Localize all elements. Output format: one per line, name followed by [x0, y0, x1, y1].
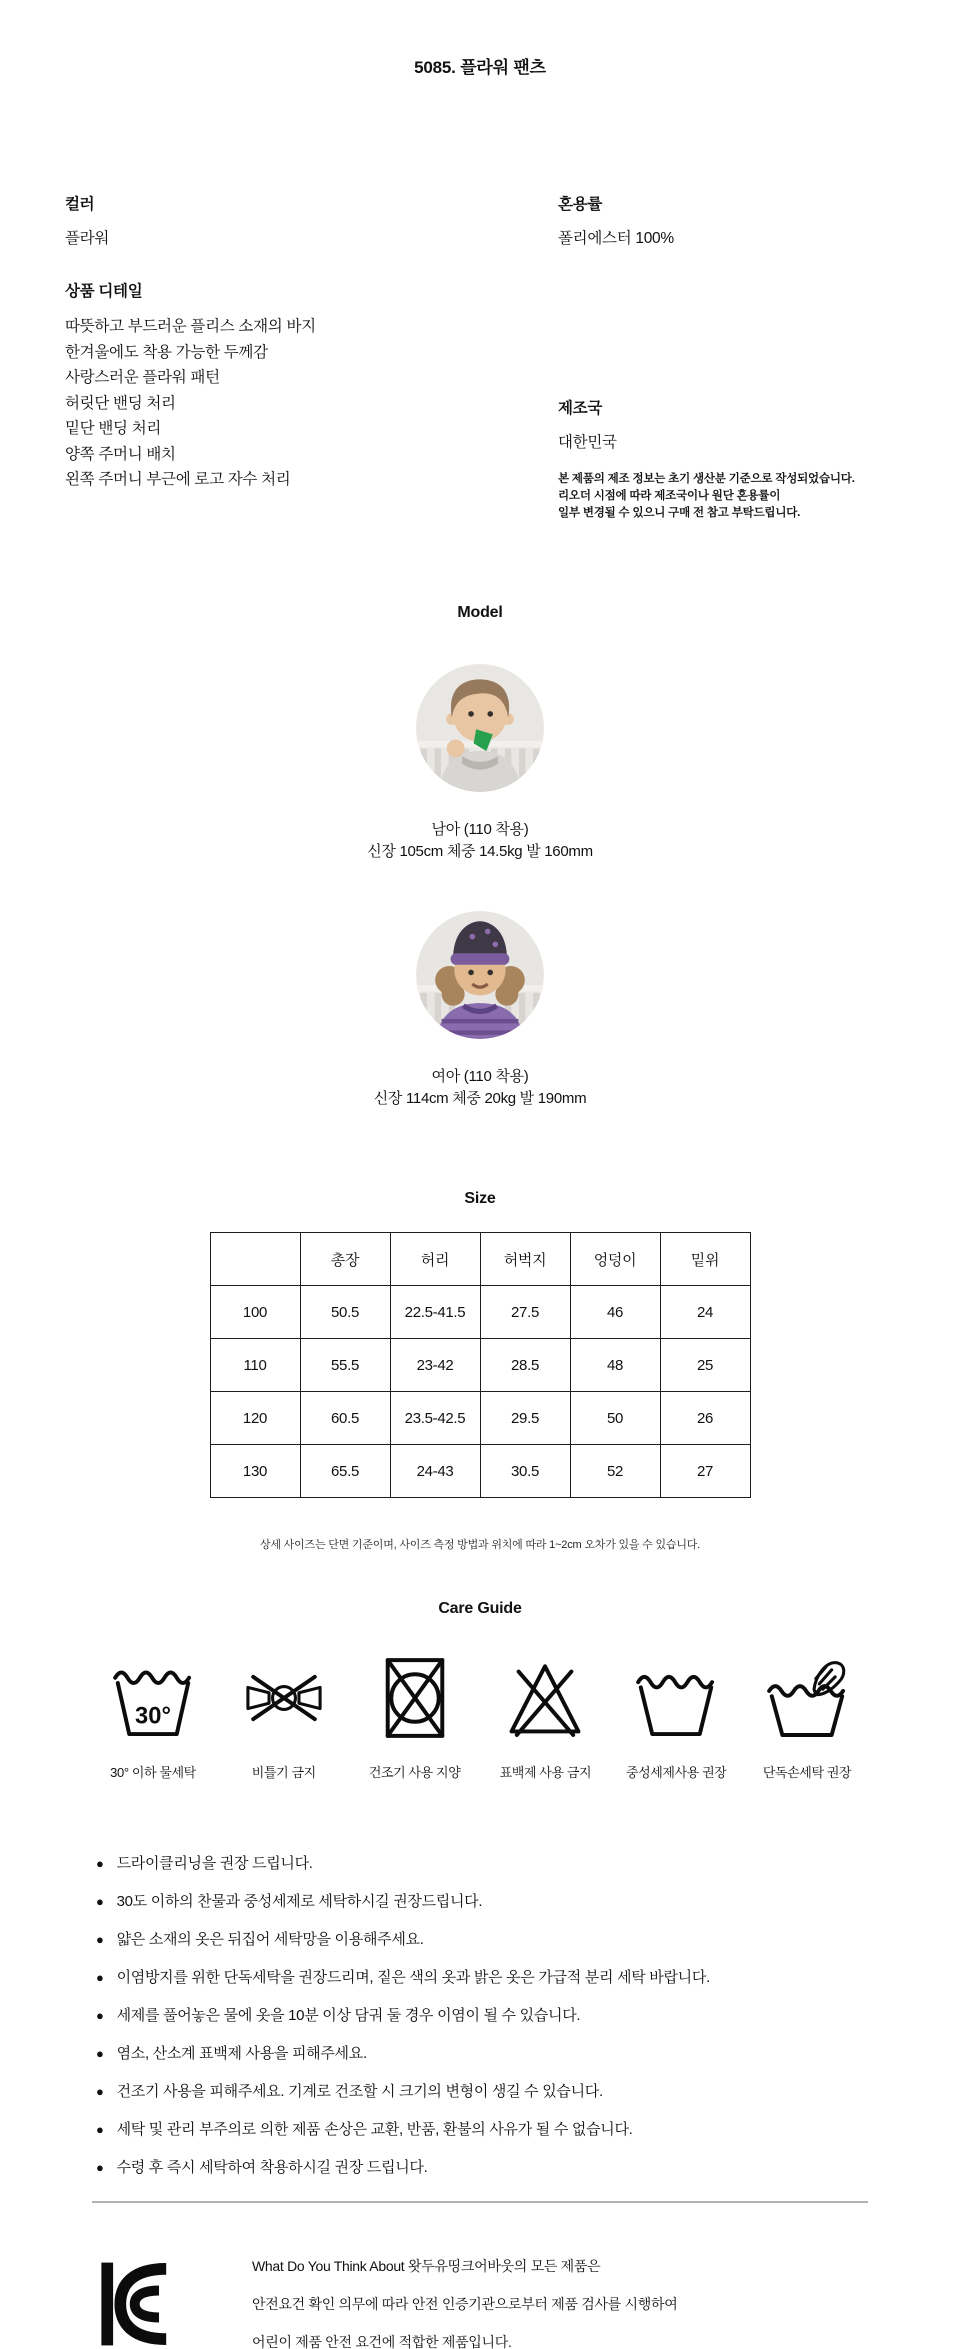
- size-header-row: [210, 1233, 750, 1286]
- care-instructions-list: [96, 1855, 960, 2176]
- size-cell: 28.5: [480, 1339, 570, 1392]
- size-cell: 50: [570, 1392, 660, 1445]
- info-right-column: [558, 195, 938, 522]
- model-specs: 신장 105cm 체중 14.5kg 발 160mm: [367, 843, 593, 860]
- care-item-no-bleach: [482, 1654, 608, 1781]
- product-details-block: [65, 282, 493, 493]
- size-cell: 27.5: [480, 1286, 570, 1339]
- product-detail-item: 밑단 밴딩 처리: [65, 420, 162, 437]
- bullet-icon: ●: [96, 2008, 104, 2023]
- care-instruction-item: [96, 2159, 960, 2176]
- size-cell: 60.5: [300, 1392, 390, 1445]
- size-cell: 50.5: [300, 1286, 390, 1339]
- product-detail-item: 허릿단 밴딩 처리: [65, 394, 176, 412]
- care-label: 30° 이하 물세탁: [110, 1765, 196, 1780]
- no-tumble-dry-icon: [371, 1654, 459, 1742]
- care-item-neutral-detergent: [613, 1654, 739, 1781]
- product-detail-item: 한겨울에도 착용 가능한 두께감: [65, 343, 268, 361]
- care-label: 건조기 사용 지양: [368, 1765, 461, 1780]
- color-block: [65, 195, 493, 249]
- care-item-wash-30: [90, 1654, 216, 1781]
- care-instruction-item: [96, 1931, 960, 1948]
- care-instruction-text: 염소, 산소계 표백제 사용을 피해주세요.: [116, 2045, 367, 2062]
- product-detail-item: 왼쪽 주머니 부근에 로고 자수 처리: [65, 471, 291, 488]
- care-icons-row: [90, 1654, 870, 1781]
- origin-note: 본 제품의 제조 정보는 초기 생산분 기준으로 작성되었습니다.: [558, 473, 855, 485]
- care-instruction-item: [96, 2083, 960, 2100]
- care-instruction-text: 세제를 풀어놓은 물에 옷을 10분 이상 담궈 둘 경우 이염이 될 수 있습니다.: [116, 2007, 581, 2024]
- size-cell: 27: [660, 1445, 750, 1498]
- size-table-row: [210, 1286, 750, 1339]
- bullet-icon: ●: [96, 1856, 104, 1871]
- size-cell: 25: [660, 1339, 750, 1392]
- blend-block: [558, 195, 938, 249]
- care-label: 표백제 사용 금지: [499, 1765, 592, 1780]
- footer-line: 어린이 제품 안전 요건에 적합한 제품입니다.: [252, 2334, 512, 2349]
- footer-line: What Do You Think About 왓두유띵크어바웃의 모든 제품은: [252, 2258, 601, 2274]
- care-instruction-item: [96, 2121, 960, 2138]
- size-row-label: 130: [210, 1445, 300, 1498]
- product-detail-item: 따뜻하고 부드러운 플리스 소재의 바지: [65, 318, 316, 335]
- care-instruction-item: [96, 1969, 960, 1986]
- care-label: 중성세제사용 권장: [625, 1765, 727, 1780]
- product-detail-item: 사랑스러운 플라워 패턴: [65, 369, 220, 386]
- care-item-no-tumble-dry: [352, 1654, 478, 1781]
- bullet-icon: ●: [96, 2122, 104, 2137]
- model-section-heading: Model: [457, 604, 503, 621]
- care-instruction-text: 세탁 및 관리 부주의로 의한 제품 손상은 교환, 반품, 환불의 사유가 될 수 없습니다.: [116, 2121, 633, 2138]
- kc-certification-footer: [96, 2247, 960, 2349]
- blend-heading: 혼용률: [558, 196, 603, 213]
- wash-temp-text: 30°: [135, 1702, 171, 1730]
- product-detail-item: 양쪽 주머니 배치: [65, 445, 176, 463]
- care-guide-heading: Care Guide: [438, 1600, 522, 1617]
- size-cell: 46: [570, 1286, 660, 1339]
- info-left-column: [65, 195, 493, 522]
- size-table-row: [210, 1339, 750, 1392]
- size-col-header: 총장: [300, 1233, 390, 1286]
- size-cell: 24: [660, 1286, 750, 1339]
- care-instruction-text: 건조기 사용을 피해주세요. 기계로 건조할 시 크기의 변형이 생길 수 있습니다.: [116, 2083, 603, 2100]
- product-title: 5085. 플라워 팬츠: [414, 58, 546, 77]
- boy-model-photo: [416, 664, 544, 792]
- size-section: [0, 1190, 960, 1552]
- size-section-heading: Size: [464, 1190, 496, 1207]
- size-table: [210, 1232, 751, 1498]
- neutral-detergent-icon: [632, 1654, 720, 1742]
- size-row-label: 120: [210, 1392, 300, 1445]
- product-detail-list: [65, 314, 493, 493]
- boy-photo-illustration: [416, 664, 544, 792]
- care-instruction-text: 드라이클리닝을 권장 드립니다.: [116, 1855, 313, 1872]
- product-details-heading: 상품 디테일: [65, 283, 143, 300]
- care-instruction-item: [96, 1893, 960, 1910]
- size-cell: 48: [570, 1339, 660, 1392]
- size-cell: 22.5-41.5: [390, 1286, 480, 1339]
- bullet-icon: ●: [96, 1932, 104, 1947]
- size-col-header: 허리: [390, 1233, 480, 1286]
- origin-value: 대한민국: [558, 434, 617, 451]
- footer-text: [252, 2247, 677, 2349]
- footer-divider: [92, 2201, 868, 2203]
- size-cell: 23-42: [390, 1339, 480, 1392]
- size-cell: 30.5: [480, 1445, 570, 1498]
- bullet-icon: ●: [96, 2046, 104, 2061]
- care-instruction-item: [96, 2045, 960, 2062]
- model-specs: 신장 114cm 체중 20kg 발 190mm: [373, 1090, 587, 1107]
- size-row-label: 110: [210, 1339, 300, 1392]
- size-cell: 65.5: [300, 1445, 390, 1498]
- size-col-header: 엉덩이: [570, 1233, 660, 1286]
- no-wring-icon: [240, 1654, 328, 1742]
- care-instruction-text: 이염방지를 위한 단독세탁을 권장드리며, 짙은 색의 옷과 밝은 옷은 가급적 분리 세탁 바랍니다.: [116, 1969, 710, 1986]
- care-instruction-text: 얇은 소재의 옷은 뒤집어 세탁망을 이용해주세요.: [116, 1931, 424, 1948]
- care-instruction-item: [96, 2007, 960, 2024]
- blend-value: 폴리에스터 100%: [558, 230, 674, 247]
- size-col-header: 허벅지: [480, 1233, 570, 1286]
- care-label: 비틀기 금지: [251, 1765, 316, 1780]
- hand-wash-icon: [763, 1654, 851, 1742]
- size-cell: 24-43: [390, 1445, 480, 1498]
- girl-model-photo: [416, 911, 544, 1039]
- size-cell: 26: [660, 1392, 750, 1445]
- care-item-no-wring: [221, 1654, 347, 1781]
- wash-30-icon: [109, 1654, 197, 1742]
- color-heading: 컬러: [65, 196, 95, 213]
- no-bleach-icon: [501, 1654, 589, 1742]
- model-name: 여아 (110 착용): [431, 1068, 529, 1085]
- bullet-icon: ●: [96, 1894, 104, 1909]
- kc-certification-icon: [96, 2254, 186, 2349]
- model-section: [0, 604, 960, 1110]
- origin-note: 일부 변경될 수 있으니 구매 전 참고 부탁드립니다.: [558, 507, 801, 519]
- bullet-icon: ●: [96, 2160, 104, 2175]
- footer-line: 안전요건 확인 의무에 따라 안전 인증기관으로부터 제품 검사를 시행하여: [252, 2296, 678, 2312]
- product-info-section: [0, 195, 960, 522]
- origin-heading: 제조국: [558, 400, 603, 417]
- size-col-header: [210, 1233, 300, 1286]
- color-value: 플라워: [65, 230, 110, 247]
- size-cell: 55.5: [300, 1339, 390, 1392]
- size-cell: 23.5-42.5: [390, 1392, 480, 1445]
- size-table-row: [210, 1445, 750, 1498]
- size-cell: 52: [570, 1445, 660, 1498]
- size-table-row: [210, 1392, 750, 1445]
- size-row-label: 100: [210, 1286, 300, 1339]
- size-note: 상세 사이즈는 단면 기준이며, 사이즈 측정 방법과 위치에 따라 1~2cm 오차가 있을 수 있습니다.: [259, 1539, 701, 1551]
- girl-photo-illustration: [416, 911, 544, 1039]
- origin-note: 리오더 시점에 따라 제조국이나 원단 혼용률이: [558, 490, 781, 502]
- care-instruction-text: 수령 후 즉시 세탁하여 착용하시길 권장 드립니다.: [116, 2159, 428, 2176]
- care-item-hand-wash: [744, 1654, 870, 1781]
- origin-notes: [558, 471, 938, 522]
- model-name: 남아 (110 착용): [431, 821, 529, 838]
- care-guide-section: [0, 1600, 960, 2176]
- bullet-icon: ●: [96, 1970, 104, 1985]
- size-col-header: 밑위: [660, 1233, 750, 1286]
- bullet-icon: ●: [96, 2084, 104, 2099]
- origin-block: [558, 399, 938, 522]
- care-instruction-text: 30도 이하의 찬물과 중성세제로 세탁하시길 권장드립니다.: [116, 1893, 483, 1910]
- size-cell: 29.5: [480, 1392, 570, 1445]
- care-instruction-item: [96, 1855, 960, 1872]
- care-label: 단독손세탁 권장: [762, 1765, 852, 1780]
